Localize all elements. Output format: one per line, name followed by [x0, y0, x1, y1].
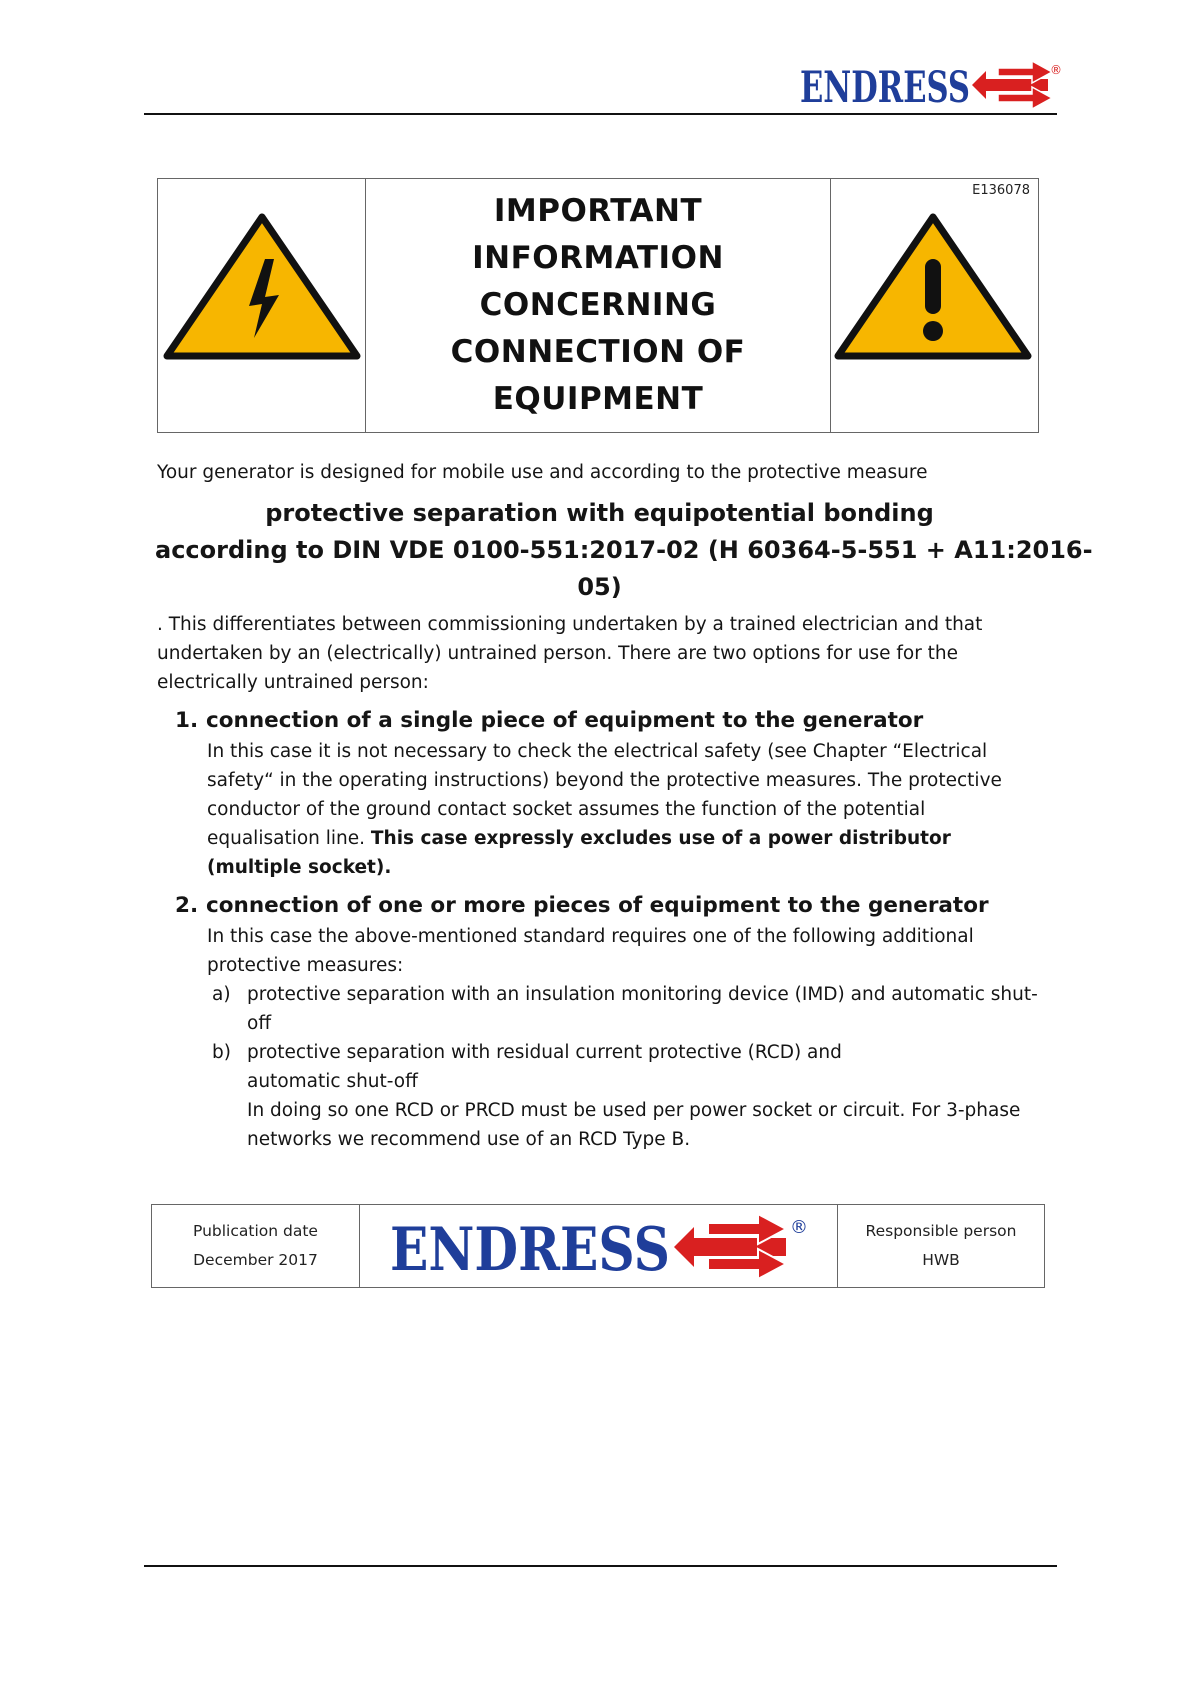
emphasis-line: 05) [577, 573, 622, 601]
section-number: 1. [175, 708, 199, 733]
endress-logo [386, 1213, 811, 1279]
warning-box [157, 178, 1039, 433]
warning-title-cell [366, 179, 831, 432]
general-warning-icon [833, 211, 1033, 361]
electrical-hazard-icon [162, 211, 362, 361]
document-code: E136078 [972, 183, 1030, 198]
title-line: IMPORTANT [493, 193, 703, 229]
emphasis-line: according to DIN VDE 0100-551:2017-02 (H 60364-5-551 + A11:2016- [155, 536, 1093, 564]
section-2 [157, 890, 1042, 1154]
section-body [157, 737, 1042, 882]
responsible-cell [838, 1205, 1044, 1287]
description-text: . This differentiates between commissioning undertaken by a trained electrician and that undertaken by an (electrically) untrained person. There are two options for use for the electrically untrained person: [157, 614, 983, 693]
section-note: In doing so one RCD or PRCD must be used per power socket or circuit. For 3-phase networks we recommend use of an RCD Type B. [247, 1100, 1021, 1150]
title-line: EQUIPMENT [492, 381, 704, 417]
logo-text: ENDRESS [390, 1215, 670, 1279]
footer-logo-cell [360, 1205, 838, 1287]
publication-date: December 2017 [193, 1251, 318, 1269]
emphasis-block [155, 495, 1093, 606]
responsible-label: Responsible person [865, 1222, 1017, 1240]
main-content [155, 458, 1093, 1154]
registered-mark: ® [790, 1217, 808, 1238]
list-item [157, 1038, 1042, 1096]
section-body: In this case the above-mentioned standard requires one of the following additional protective measures: [207, 926, 974, 976]
publication-label: Publication date [193, 1222, 318, 1240]
list-item [157, 980, 1042, 1038]
footer-box [151, 1204, 1045, 1288]
logo-arrows-icon [674, 1214, 786, 1279]
section-text: In this case it is not necessary to check the electrical safety (see Chapter “Electrical safety“ in the operating instructions) beyond the protective measures. The protective conductor of the ground contact socket assumes the function of the potential equalisation line. [207, 741, 1002, 849]
footer-rule [144, 1565, 1057, 1567]
publication-cell [152, 1205, 360, 1287]
responsible-value: HWB [922, 1251, 960, 1269]
list-item-text: protective separation with residual current protective (RCD) and automatic shut-off [247, 1042, 842, 1092]
endress-logo [800, 60, 1062, 110]
section-bold-text: This case expressly excludes use of a power distributor (multiple socket). [207, 828, 951, 878]
emphasis-line: protective separation with equipotential bonding [265, 499, 934, 527]
section-title: connection of one or more pieces of equipment to the generator [206, 893, 989, 918]
registered-mark: ® [1050, 63, 1062, 77]
intro-text: Your generator is designed for mobile use and according to the protective measure [157, 462, 928, 483]
section-heading [157, 890, 1042, 922]
list-item-label: a) [212, 984, 231, 1005]
section-heading [157, 705, 1042, 737]
warning-left-cell [158, 179, 366, 432]
title-line: INFORMATION [472, 240, 724, 276]
header-rule [144, 113, 1057, 115]
title-line: CONNECTION OF [450, 334, 746, 370]
section-number: 2. [175, 893, 199, 918]
section-1 [157, 705, 1042, 882]
warning-title [451, 188, 746, 423]
list-item-text: protective separation with an insulation monitoring device (IMD) and automatic shut-off [247, 984, 1038, 1034]
section-title: connection of a single piece of equipment to the generator [206, 708, 924, 733]
logo-text: ENDRESS [800, 63, 970, 110]
logo-arrows-icon [972, 61, 1052, 109]
warning-right-cell [831, 179, 1038, 432]
list-item-label: b) [212, 1042, 231, 1063]
title-line: CONCERNING [479, 287, 717, 323]
